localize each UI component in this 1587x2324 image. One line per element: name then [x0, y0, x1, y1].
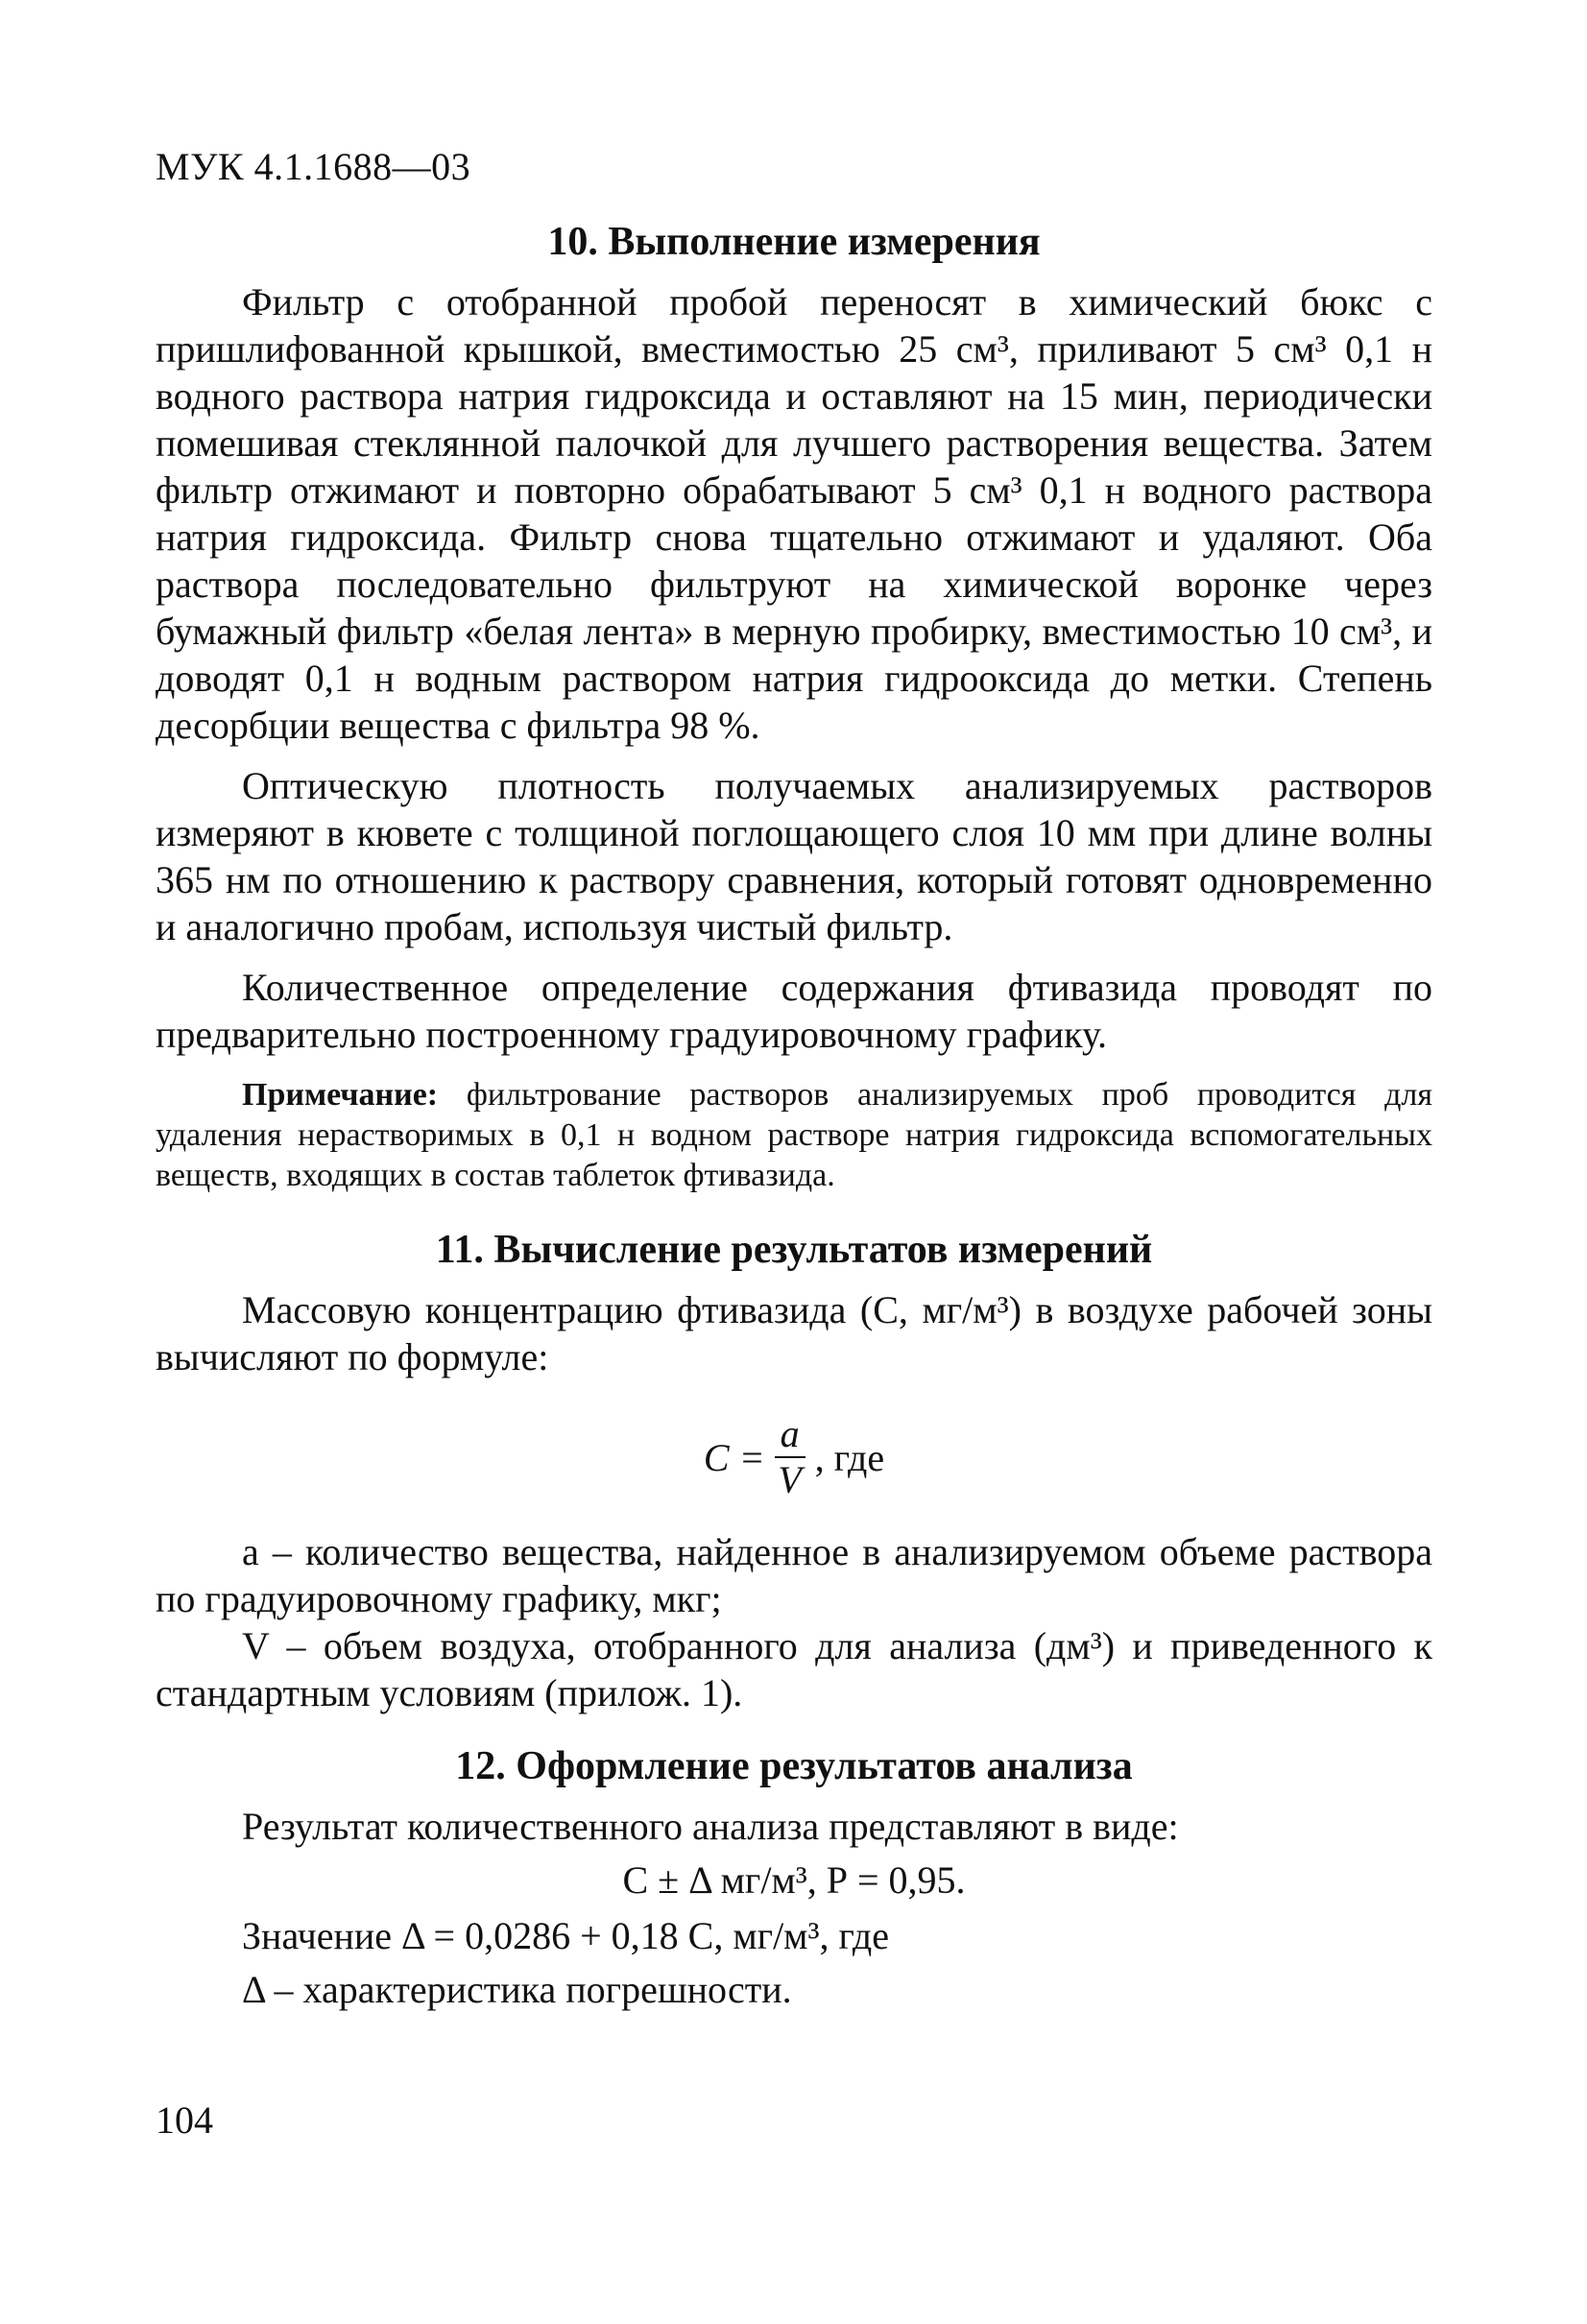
result-expression: С ± Δ мг/м³, Р = 0,95.	[622, 1858, 966, 1902]
delta-value: Значение Δ = 0,0286 + 0,18 С, мг/м³, где	[242, 1914, 890, 1957]
section-10-paragraph-2: Оптическую плотность получаемых анализируемых растворов измеряют в кювете с толщиной поглощающего слоя 10 мм при длине волны 365 нм по отношению к раствору сравнения, который готовят одновременно и аналогично пробам, используя чистый фильтр.	[156, 764, 1432, 948]
concentration-formula	[156, 1400, 1432, 1515]
formula-lhs: С =	[703, 1435, 765, 1479]
formula-suffix: , где	[814, 1435, 885, 1479]
note-block	[156, 1075, 1432, 1196]
formula-fraction	[775, 1412, 806, 1502]
section-10-title: 10. Выполнение измерения	[547, 220, 1041, 264]
formula-numerator: а	[775, 1412, 806, 1458]
section-11-paragraph-1: Массовую концентрацию фтивазида (С, мг/м³) в воздухе рабочей зоны вычисляют по формуле:	[156, 1288, 1432, 1378]
formula-denominator: V	[778, 1458, 802, 1501]
definition-a: а – количество вещества, найденное в анализируемом объеме раствора по градуировочному графику, мкг;	[156, 1530, 1432, 1620]
section-10-paragraph-3: Количественное определение содержания фтивазида проводят по предварительно построенному градуировочному графику.	[156, 966, 1432, 1056]
note-label: Примечание:	[242, 1077, 439, 1113]
section-10-paragraph-1: Фильтр с отобранной пробой переносят в химический бюкс с пришлифованной крышкой, вместимостью 25 см³, приливают 5 см³ 0,1 н водного раствора натрия гидроксида и оставляют на 15 мин, периодически помешивая стеклянной палочкой для лучшего растворения вещества. Затем фильтр отжимают и повторно обрабатывают 5 см³ 0,1 н водного раствора натрия гидроксида. Фильтр снова тщательно отжимают и удаляют. Оба раствора последовательно фильтруют на химической воронке через бумажный фильтр «белая лента» в мерную пробирку, вместимостью 10 см³, и доводят 0,1 н водным раствором натрия гидрооксида до метки. Степень десорбции вещества с фильтра 98 %.	[156, 280, 1432, 747]
note-text: фильтрование растворов анализируемых проб проводится для удаления нерастворимых в 0,1 н водном растворе натрия гидроксида вспомогательных веществ, входящих в состав таблеток фтивазида.	[156, 1077, 1432, 1193]
definition-v: V – объем воздуха, отобранного для анализа (дм³) и приведенного к стандартным условиям (прилож. 1).	[156, 1624, 1432, 1714]
section-11-title: 11. Вычисление результатов измерений	[435, 1228, 1153, 1272]
section-12-title: 12. Оформление результатов анализа	[455, 1744, 1133, 1788]
delta-definition: Δ – характеристика погрешности.	[242, 1968, 792, 2011]
document-code-header: МУК 4.1.1688—03	[156, 145, 471, 188]
section-12-paragraph-1: Результат количественного анализа представляют в виде:	[242, 1805, 1179, 1848]
page-number: 104	[156, 2098, 213, 2142]
document-page	[156, 144, 1432, 2019]
